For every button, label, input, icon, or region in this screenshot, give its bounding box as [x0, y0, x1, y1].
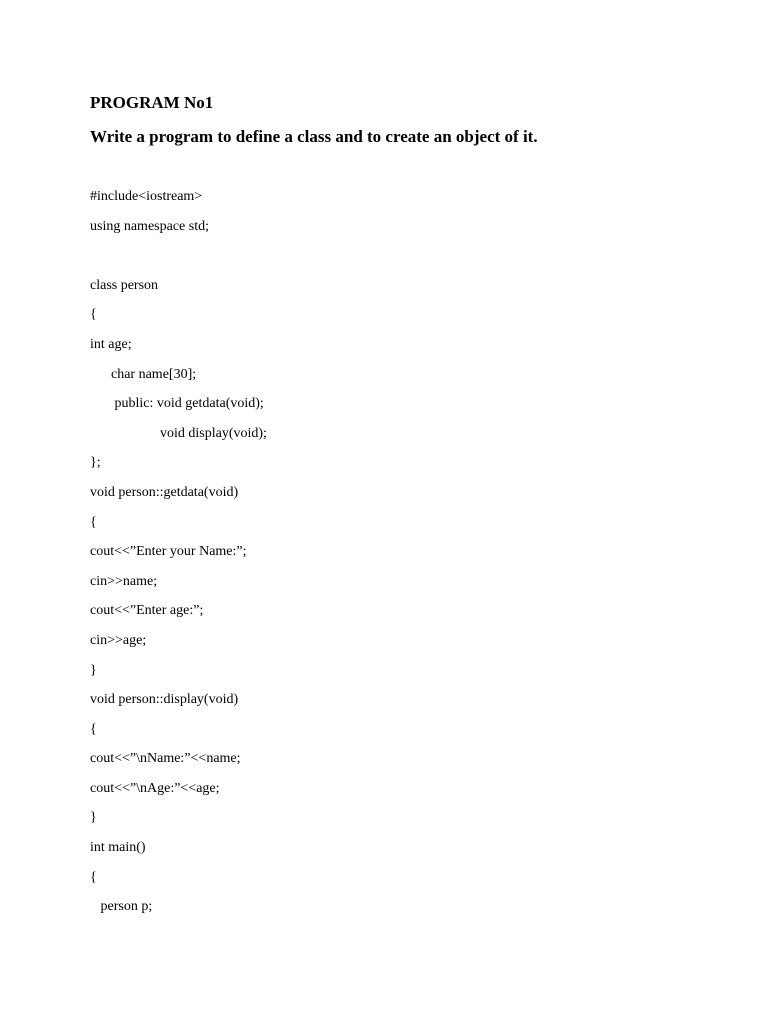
code-line: public: void getdata(void); [90, 396, 264, 412]
code-line: cout<<”Enter your Name:”; [90, 544, 247, 560]
code-line: cout<<”\nName:”<<name; [90, 751, 241, 767]
code-line: int main() [90, 840, 146, 856]
code-line: #include<iostream> [90, 189, 203, 204]
code-line: cin>>name; [90, 573, 158, 589]
program-number-heading: PROGRAM No1 [90, 93, 214, 112]
code-line: { [90, 514, 97, 530]
code-line: } [90, 810, 97, 826]
code-line: void person::getdata(void) [90, 484, 239, 500]
code-line: { [90, 721, 97, 737]
code-line: { [90, 307, 97, 323]
code-line: void display(void); [90, 425, 267, 441]
code-line: { [90, 869, 97, 885]
code-line: void person::display(void) [90, 692, 239, 708]
code-line: person p; [90, 899, 153, 915]
code-listing [90, 188, 690, 928]
code-line: cout<<”Enter age:”; [90, 603, 204, 619]
code-line: cout<<”\nAge:”<<age; [90, 780, 220, 796]
task-title: Write a program to define a class and to create an object of it. [90, 127, 538, 146]
code-line: int age; [90, 336, 132, 352]
code-line: char name[30]; [90, 366, 197, 382]
code-line: cin>>age; [90, 632, 147, 648]
code-line: class person [90, 277, 159, 293]
code-line: using namespace std; [90, 218, 209, 234]
code-line: }; [90, 455, 101, 471]
code-line: } [90, 662, 97, 678]
code-line [90, 247, 690, 277]
